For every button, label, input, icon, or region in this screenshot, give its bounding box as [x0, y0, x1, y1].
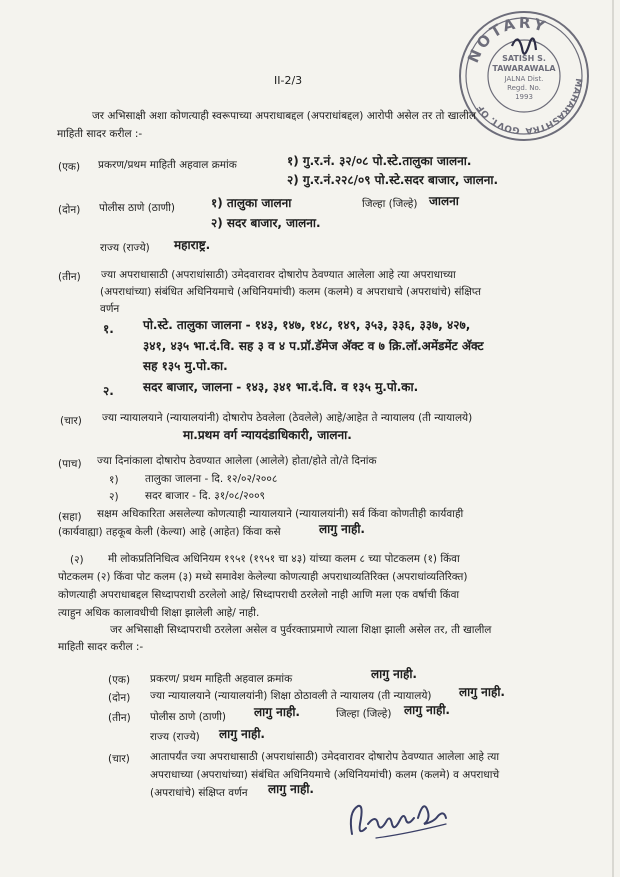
item-text: वर्णन: [100, 303, 120, 315]
item-label: (पाच): [58, 458, 82, 470]
section-number: (२): [70, 554, 84, 566]
notary-stamp-icon: [454, 6, 594, 146]
item-text: ज्या न्यायालयाने (न्यायालयांनी) दोषारोप ठेवलेला (ठेवलेले) आहे/आहेत ते न्यायालय (ती न्यायालये): [102, 412, 473, 424]
offence-text: ३४१, ४३५ भा.दं.वि. सह ३ व ४ प.प्रॉ.डॅमेज अ‍ॅक्ट व ७ क्रि.लॉ.अमेंडमेंट अ‍ॅक्ट: [143, 339, 484, 353]
item-text: अपराधाच्या (अपराधांच्या) संबंधित अधिनियमाचे (अधिनियमांची) कलम (कलमे) व अपराधाचे: [150, 769, 500, 781]
charge-date-1: तालुका जालना - दि. १२/०२/२००८: [145, 473, 278, 485]
conviction-police-value: लागु नाही.: [254, 705, 300, 719]
offence-text: पो.स्टे. तालुका जालना - १४३, १४७, १४८, १४९, ३५३, ३३६, ३३७, ४२७,: [143, 318, 471, 332]
item-label: (दोन): [58, 204, 81, 216]
date-number: १): [109, 474, 119, 486]
page-edge-shadow: [612, 0, 614, 877]
date-number: २): [109, 491, 119, 503]
offence-number: १.: [103, 322, 114, 336]
state-label: राज्य (राज्ये): [150, 731, 200, 743]
adjournment-value: लागु नाही.: [319, 522, 365, 536]
stamp-top-text: NOTARY: [464, 13, 551, 66]
state-value: महाराष्ट्र.: [174, 238, 211, 252]
offence-text: सदर बाजार, जालना - १४३, ३४१ भा.दं.वि. व १३५ मु.पो.का.: [143, 380, 419, 394]
item-label: (तीन): [108, 712, 131, 724]
stamp-right-text: MAHARASHTRA: [524, 77, 584, 136]
item-label: (तीन): [58, 271, 81, 283]
item-text: ज्या दिनांकाला दोषारोप ठेवण्यात आलेला (आलेले) होता/होते तो/ते दिनांक: [97, 455, 377, 467]
court-name: मा.प्रथम वर्ग न्यायदंडाधिकारी, जालना.: [183, 428, 352, 442]
item-label: (चार): [60, 415, 82, 427]
svg-text:GOVT. OF: [476, 103, 521, 135]
item-text: ज्या न्यायालयाने (न्यायालयांनी) शिक्षा ठोठावली ते न्यायालय (ती न्यायालये): [150, 690, 432, 702]
item-text: ज्या अपराधासाठी (अपराधांसाठी) उमेदवारावर दोषारोप ठेवण्यात आलेला आहे त्या अपराधाच्या: [101, 269, 456, 281]
fir-number-2: २) गु.र.नं.२२८/०९ पो.स्टे.सदर बाजार, जालना.: [287, 173, 499, 187]
police-station-1: १) तालुका जालना: [211, 196, 292, 210]
stamp-center-line: TAWARAWALA: [492, 64, 556, 73]
offence-number: २.: [103, 384, 114, 398]
item-text: सक्षम अधिकारिता असलेल्या कोणत्याही न्यायालयाने (न्यायालयांनी) सर्व किंवा कोणतीही कार्यवाही: [97, 508, 464, 520]
section-line: मी लोकप्रतिनिधित्व अधिनियम १९५१ (१९५१ चा ४३) यांच्या कलम ८ च्या पोटकलम (१) किंवा: [108, 553, 460, 565]
stamp-center-line: 1993: [515, 93, 533, 101]
section-line: माहिती सादर करील :-: [58, 641, 144, 653]
section-line: पोटकलम (२) किंवा पोट कलम (३) मध्ये समावेश केलेल्या कोणत्याही अपराधाव्यतिरिक्त (अपराधांव्यतिरिक्त): [58, 571, 468, 583]
item-text: प्रकरण/ प्रथम माहिती अहवाल क्रमांक: [150, 673, 293, 685]
intro-line: जर अभिसाक्षी अशा कोणत्याही स्वरूपाच्या अपराधाबद्दल (अपराधांबद्दल) आरोपी असेल तर तो खालील: [92, 110, 476, 122]
district-label: जिल्हा (जिल्हे): [336, 708, 392, 720]
fir-number-1: १) गु.र.नं. ३२/०८ पो.स्टे.तालुका जालना.: [287, 154, 472, 168]
item-label: (सहा): [58, 511, 82, 523]
section-line: कोणत्याही अपराधाबद्दल सिध्दापराधी ठरलेलो आहे/ सिध्दापराधी ठरलेलो नाही आणि मला एक वर्षाची किंवा: [58, 589, 460, 601]
conviction-offence-value: लागु नाही.: [268, 782, 314, 796]
stamp-left-text: GOVT. OF: [475, 102, 521, 135]
item-label: (एक): [108, 674, 131, 686]
stamp-center-line: SATISH S.: [502, 54, 546, 63]
conviction-fir-value: लागु नाही.: [371, 667, 417, 681]
item-text: पोलीस ठाणे (ठाणी): [99, 202, 176, 214]
item-label: (दोन): [108, 692, 131, 704]
signature-icon: [346, 794, 456, 842]
section-line: जर अभिसाक्षी सिध्दापराधी ठरलेला असेल व पुर्वरक्ताप्रमाणे त्याला शिक्षा झाली असेल तर, ती खालील: [110, 624, 492, 636]
item-text: (कार्यवाह्या) तहकूब केली (केल्या) आहे (आहेत) किंवा कसे: [58, 526, 281, 538]
district-value: जालना: [429, 194, 459, 208]
item-text: (अपराधांचे) संक्षिप्त वर्णन: [150, 787, 248, 799]
item-label: (चार): [108, 753, 130, 765]
item-text: प्रकरण/प्रथम माहिती अहवाल क्रमांक: [98, 159, 237, 171]
police-station-2: २) सदर बाजार, जालना.: [211, 216, 321, 230]
state-label: राज्य (राज्ये): [100, 242, 150, 254]
section-line: त्याहुन अधिक कालावधीची शिक्षा झालेली आहे/ नाही.: [58, 607, 260, 619]
offence-text: सह १३५ मु.पो.का.: [143, 359, 228, 373]
item-label: (एक): [58, 161, 81, 173]
conviction-district-value: लागु नाही.: [404, 703, 450, 717]
item-text: आतापर्यंत ज्या अपराधासाठी (अपराधांसाठी) उमेदवारावर दोषारोप ठेवण्यात आलेला आहे त्या: [150, 751, 500, 763]
conviction-state-value: लागु नाही.: [219, 727, 265, 741]
stamp-center-line: Regd. No.: [507, 84, 541, 92]
charge-date-2: सदर बाजार - दि. ३१/०८/२००९: [145, 490, 266, 502]
intro-line: माहिती सादर करील :-: [57, 128, 143, 140]
district-label: जिल्हा (जिल्हे): [362, 198, 418, 210]
stamp-center-line: JALNA Dist.: [504, 75, 544, 83]
conviction-court-value: लागु नाही.: [459, 685, 505, 699]
item-text: (अपराधांच्या) संबंधित अधिनियमाचे (अधिनियमांची) कलम (कलमे) व अपराधाचे (अपराधांचे) संक्षिप्त: [100, 286, 481, 298]
page-number: II-2/3: [274, 74, 303, 87]
item-text: पोलीस ठाणे (ठाणी): [150, 711, 227, 723]
